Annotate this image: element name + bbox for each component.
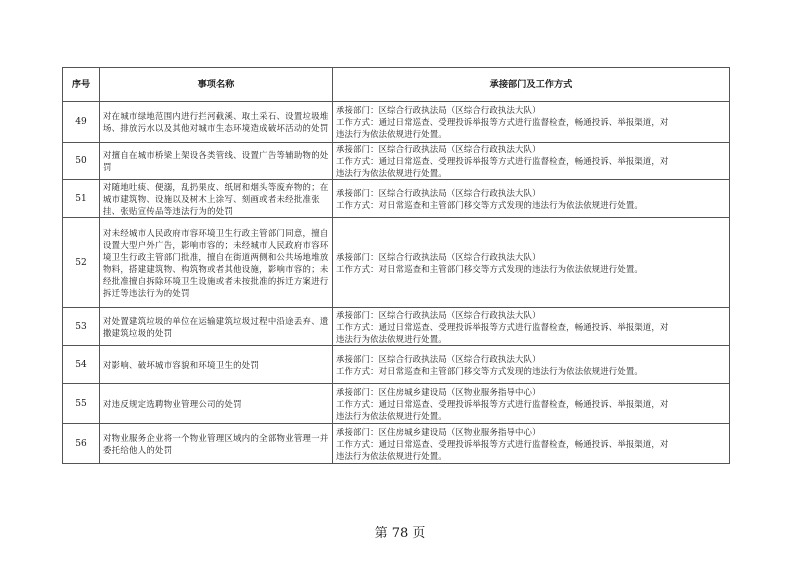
dept-and-method xyxy=(333,180,730,218)
table-row xyxy=(63,346,730,384)
dept-line: 违法行为依法依规进行处置。 xyxy=(336,333,447,344)
header-no: 序号 xyxy=(63,68,100,102)
dept-line: 工作方式：通过日常巡查、受理投诉举报等方式进行监督检查，畅通投诉、举报渠道，对 xyxy=(336,438,669,449)
items-table xyxy=(62,67,730,464)
dept-line: 违法行为依法依规进行处置。 xyxy=(336,168,447,178)
dept-line: 工作方式：通过日常巡查、受理投诉举报等方式进行监督检查，畅通投诉、举报渠道，对 xyxy=(336,398,669,409)
dept-line: 违法行为依法依规进行处置。 xyxy=(336,410,447,421)
dept-and-method xyxy=(333,102,730,143)
dept-and-method xyxy=(333,218,730,308)
dept-line: 工作方式：对日常巡查和主管部门移交等方式发现的违法行为依法依规进行处置。 xyxy=(336,263,643,274)
dept-line: 工作方式：通过日常巡查、受理投诉举报等方式进行监督检查，畅通投诉、举报渠道，对 xyxy=(336,321,669,332)
dept-and-method xyxy=(333,424,730,464)
row-number: 51 xyxy=(63,180,100,218)
table-row xyxy=(63,424,730,464)
item-name: 对未经城市人民政府市容环境卫生行政主管部门同意，擅自设置大型户外广告，影响市容的；未经城市人民政府市容环境卫生行政主管部门批准，擅自在街道两侧和公共场地堆放物料，搭建建筑物、构筑物或者其他设施，影响市容的；未经批准擅自拆除环境卫生设施或者未按批准的拆迁方案进行拆迁等违法行为的处罚 xyxy=(100,218,333,308)
header-name: 事项名称 xyxy=(100,68,333,102)
table-row xyxy=(63,102,730,143)
dept-line: 承接部门：区综合行政执法局（区综合行政执法大队） xyxy=(336,309,541,320)
dept-line: 违法行为依法依规进行处置。 xyxy=(336,450,447,461)
dept-line: 违法行为依法依规进行处置。 xyxy=(336,129,447,139)
dept-and-method xyxy=(333,143,730,180)
table-row xyxy=(63,308,730,346)
dept-line: 承接部门：区综合行政执法局（区综合行政执法大队） xyxy=(336,353,541,364)
dept-and-method xyxy=(333,346,730,384)
item-name: 对擅自在城市桥梁上架设各类管线、设置广告等辅助物的处罚 xyxy=(100,143,333,180)
dept-line: 承接部门：区综合行政执法局（区综合行政执法大队） xyxy=(336,144,541,154)
dept-line: 工作方式：通过日常巡查、受理投诉举报等方式进行监督检查，畅通投诉、举报渠道，对 xyxy=(336,156,669,166)
table-row xyxy=(63,384,730,424)
row-number: 49 xyxy=(63,102,100,143)
row-number: 56 xyxy=(63,424,100,464)
row-number: 55 xyxy=(63,384,100,424)
dept-line: 工作方式：通过日常巡查、受理投诉举报等方式进行监督检查，畅通投诉、举报渠道，对 xyxy=(336,117,669,127)
item-name: 对影响、破坏城市容貌和环境卫生的处罚 xyxy=(100,346,333,384)
row-number: 52 xyxy=(63,218,100,308)
dept-line: 承接部门：区综合行政执法局（区综合行政执法大队） xyxy=(336,251,541,262)
row-number: 50 xyxy=(63,143,100,180)
row-number: 53 xyxy=(63,308,100,346)
table-body xyxy=(63,102,730,464)
item-name: 对违反规定选聘物业管理公司的处罚 xyxy=(100,384,333,424)
header-dept: 承接部门及工作方式 xyxy=(333,68,730,102)
row-number: 54 xyxy=(63,346,100,384)
dept-line: 承接部门：区住房城乡建设局（区物业服务指导中心） xyxy=(336,386,541,397)
table-header xyxy=(63,68,730,102)
dept-and-method xyxy=(333,384,730,424)
dept-and-method xyxy=(333,308,730,346)
table-row xyxy=(63,143,730,180)
table-row xyxy=(63,180,730,218)
page-number: 第 78 页 xyxy=(374,526,426,541)
item-name: 对在城市绿地范围内进行拦河截溪、取土采石、设置垃圾堆场、排放污水以及其他对城市生态环境造成破坏活动的处罚 xyxy=(100,102,333,143)
dept-line: 工作方式：对日常巡查和主管部门移交等方式发现的违法行为依法依规进行处置。 xyxy=(336,199,643,210)
dept-line: 工作方式：对日常巡查和主管部门移交等方式发现的违法行为依法依规进行处置。 xyxy=(336,365,643,376)
dept-line: 承接部门：区综合行政执法局（区综合行政执法大队） xyxy=(336,187,541,198)
item-name: 对随地吐痰、便溺，乱扔果皮、纸屑和烟头等废弃物的；在城市建筑物、设施以及树木上涂写、刻画或者未经批准张挂、张贴宣传品等违法行为的处罚 xyxy=(100,180,333,218)
table-row xyxy=(63,218,730,308)
item-name: 对处置建筑垃圾的单位在运输建筑垃圾过程中沿途丢弃、遗撒建筑垃圾的处罚 xyxy=(100,308,333,346)
dept-line: 承接部门：区住房城乡建设局（区物业服务指导中心） xyxy=(336,426,541,437)
item-name: 对物业服务企业将一个物业管理区域内的全部物业管理一并委托给他人的处罚 xyxy=(100,424,333,464)
header-row xyxy=(63,68,730,102)
dept-line: 承接部门：区综合行政执法局（区综合行政执法大队） xyxy=(336,105,541,115)
